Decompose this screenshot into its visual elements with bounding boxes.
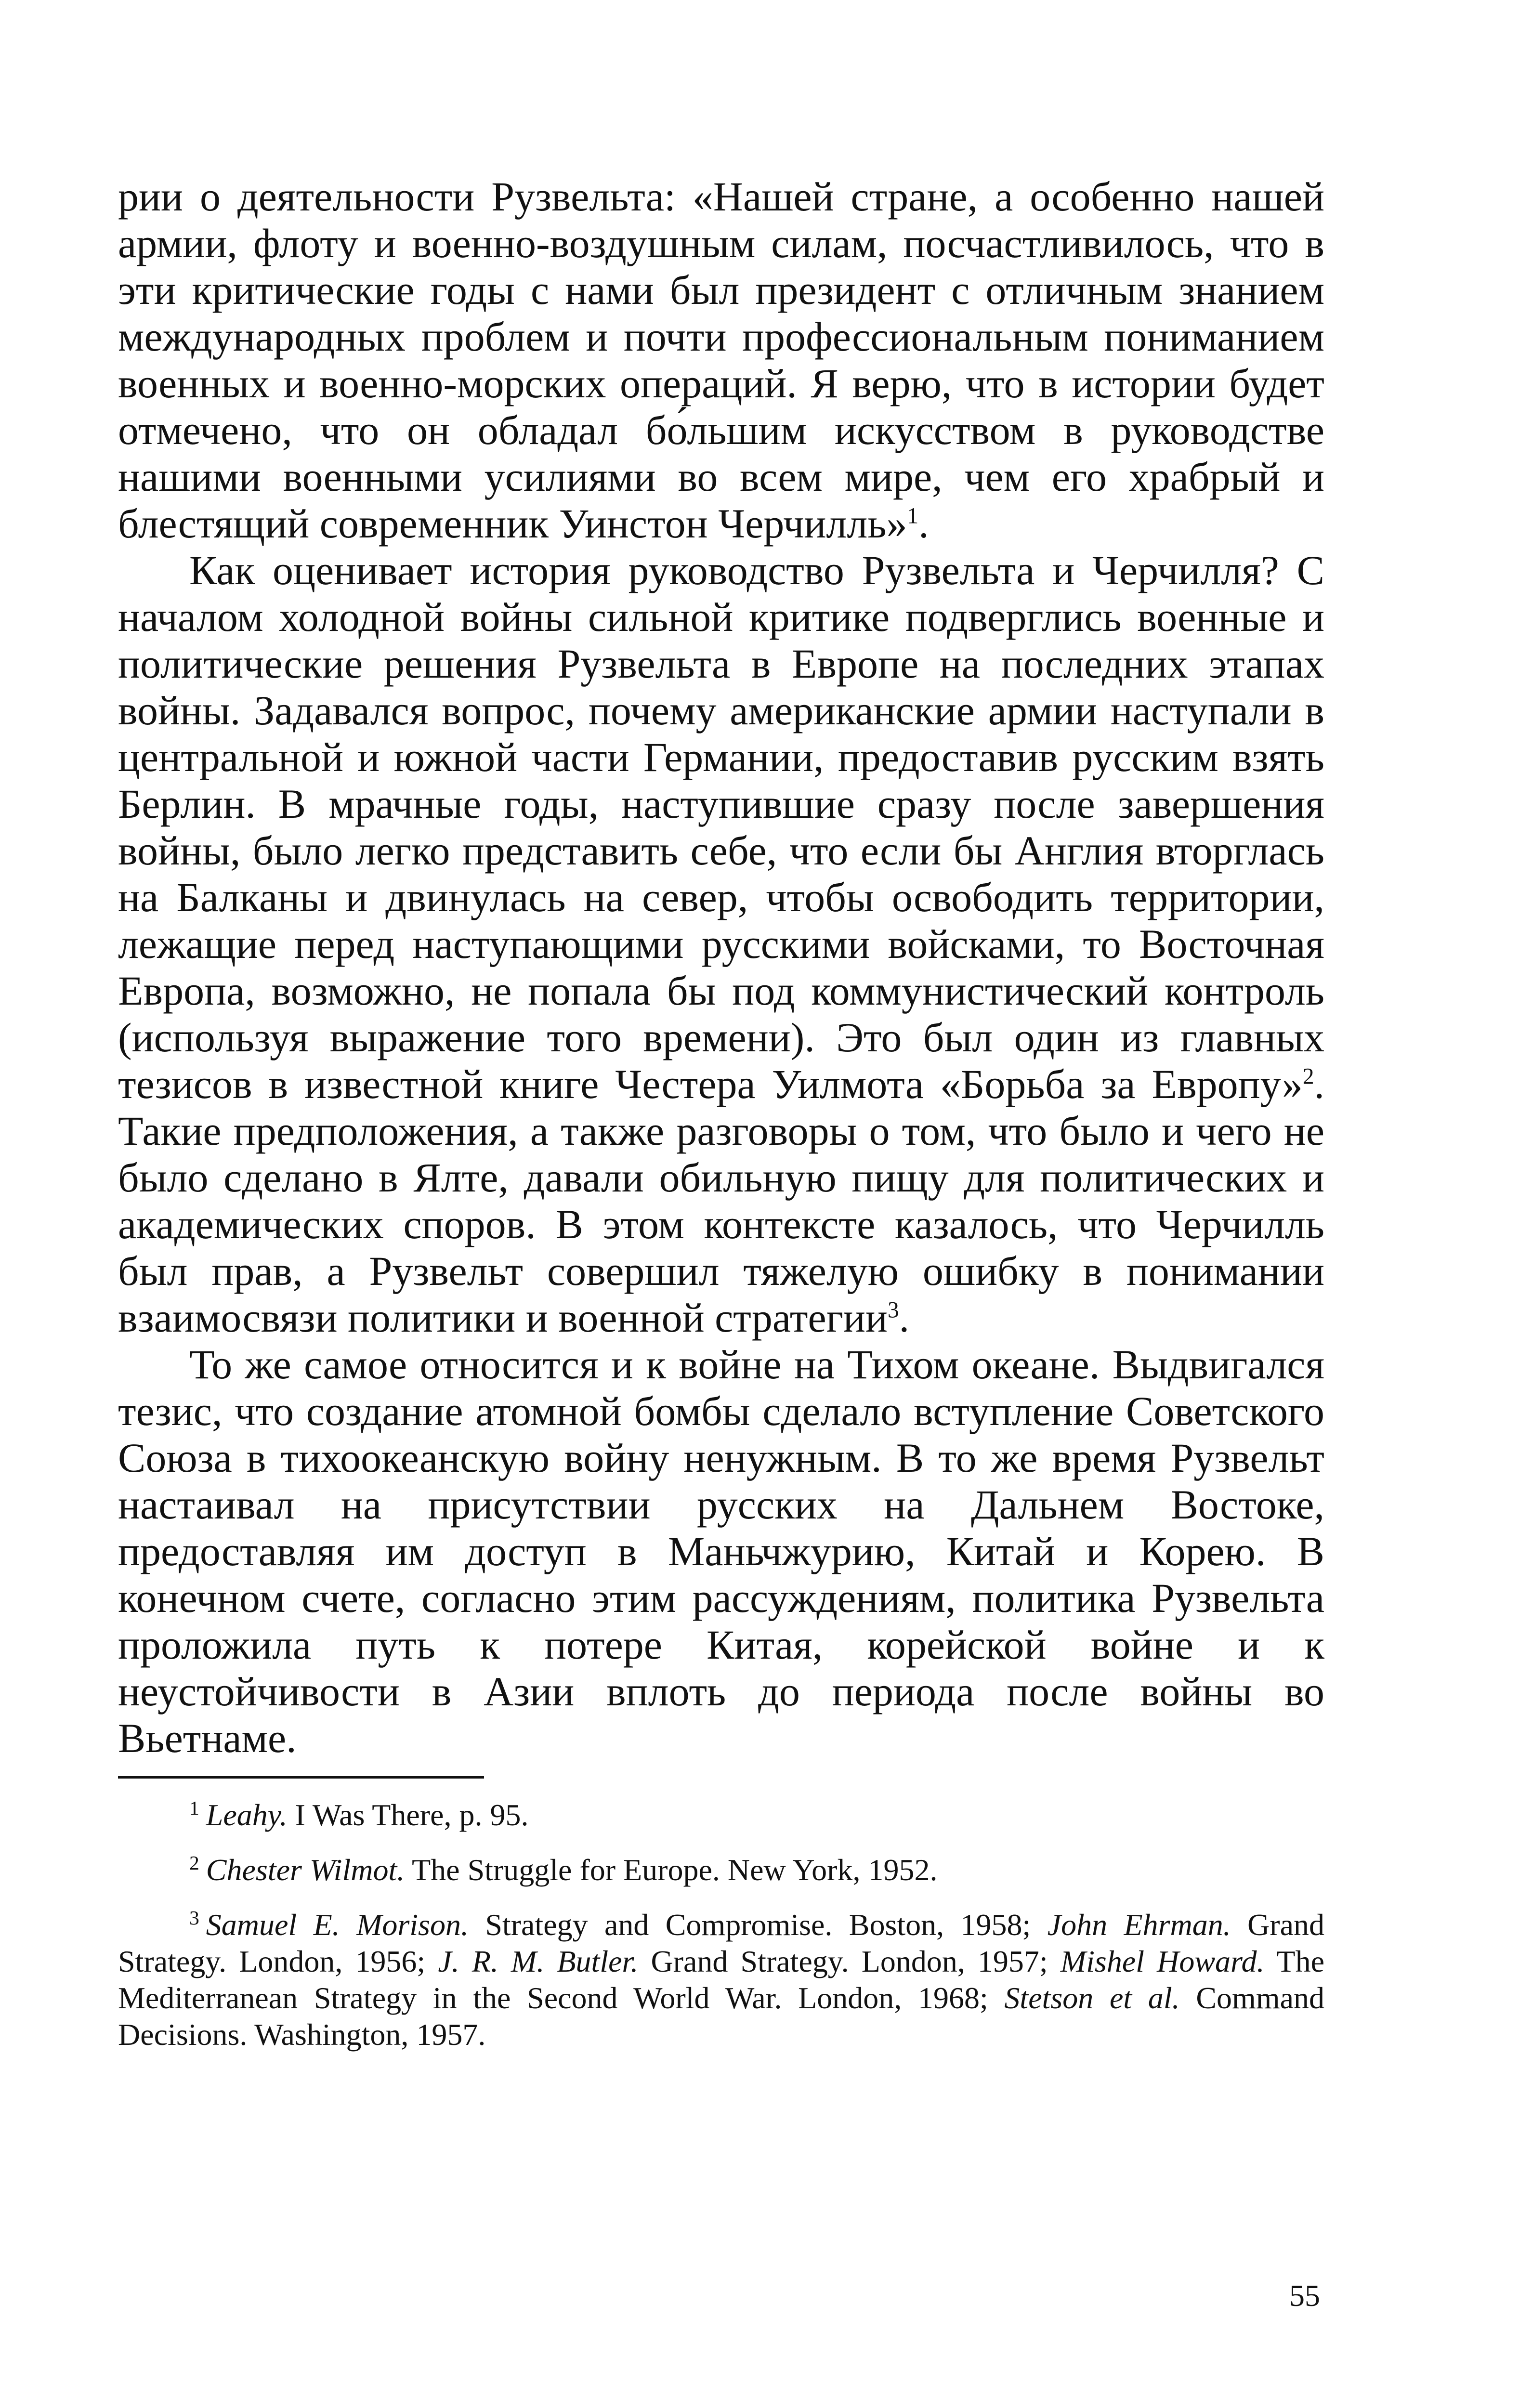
footnote-3-author-3: J. R. M. Butler. xyxy=(438,1944,639,1978)
footnote-1 xyxy=(118,1797,1324,1833)
footnote-1-text: I Was There, p. 95. xyxy=(287,1798,529,1832)
paragraph-3 xyxy=(118,1341,1324,1762)
footnote-3-author-4: Mishel Howard. xyxy=(1060,1944,1265,1978)
footnote-2-text: The Struggle for Europe. New York, 1952. xyxy=(405,1853,938,1887)
footnote-1-number: 1 xyxy=(189,1796,199,1819)
footnote-2 xyxy=(118,1852,1324,1888)
footnote-ref-2: 2 xyxy=(1302,1064,1314,1089)
paragraph-2-end: . xyxy=(899,1295,910,1341)
page-number: 55 xyxy=(1289,2278,1320,2313)
footnote-2-number: 2 xyxy=(189,1851,199,1874)
paragraph-1-text: рии о деятельности Рузвельта: «Нашей стране, а особенно нашей армии, флоту и военно-воздушным силам, посчастливилось, что в эти критические годы с нами был президент с отличным знанием международных проблем и почти профессиональным пониманием военных и военно-морских операций. Я верю, что в истории будет отмечено, что он обладал бо́льшим искусством в руководстве нашими военными усилиями во всем мире, чем его храбрый и блестящий современник Уинстон Черчилль» xyxy=(118,173,1324,547)
footnote-ref-1: 1 xyxy=(907,503,919,529)
paragraph-1-end: . xyxy=(918,500,929,547)
footnote-3-author-5: Stetson et al. xyxy=(1004,1981,1180,2015)
footnote-3-author-1: Samuel E. Morison. xyxy=(206,1908,469,1942)
footnote-3-text-5: Command Decisions. Washington, 1957. xyxy=(118,1981,1325,2052)
footnote-3-number: 3 xyxy=(189,1906,199,1929)
footnote-ref-3: 3 xyxy=(887,1297,899,1323)
footnote-2-author: Chester Wilmot. xyxy=(206,1853,405,1887)
footnote-3 xyxy=(118,1907,1324,2053)
paragraph-1 xyxy=(118,173,1324,547)
footnote-3-text-2: Grand Strategy. London, 1956; xyxy=(118,1908,1325,1978)
footnote-1-author: Leahy. xyxy=(206,1798,288,1832)
main-text xyxy=(118,173,1324,1762)
paragraph-2-text-b: . Такие предположения, а также разговоры о том, что было и чего не было сделано в Ялте, давали обильную пищу для политических и академических споров. В этом контексте казалось, что Черчилль был прав, а Рузвельт совершил тяжелую ошибку в понимании взаимосвязи политики и военной стратегии xyxy=(118,1061,1324,1341)
footnote-divider xyxy=(118,1776,484,1779)
footnote-3-text-4: The Mediterranean Strategy in the Second World War. London, 1968; xyxy=(118,1944,1325,2015)
footnote-3-text-1: Strategy and Compromise. Boston, 1958; xyxy=(468,1908,1048,1942)
book-page xyxy=(118,173,1324,2071)
paragraph-2 xyxy=(118,547,1324,1341)
footnote-3-text-3: Grand Strategy. London, 1957; xyxy=(638,1944,1061,1978)
paragraph-2-text-a: Как оценивает история руководство Рузвельта и Черчилля? С началом холодной войны сильной критике подверглись военные и политические решения Рузвельта в Европе на последних этапах войны. Задавался вопрос, почему американские армии наступали в центральной и южной части Германии, предоставив русским взять Берлин. В мрачные годы, наступившие сразу после завершения войны, было легко представить себе, что если бы Англия вторглась на Балканы и двинулась на север, чтобы освободить территории, лежащие перед наступающими русскими войсками, то Восточная Европа, возможно, не попала бы под коммунистический контроль (используя выражение того времени). Это был один из главных тезисов в известной книге Честера Уилмота «Борьба за Европу» xyxy=(118,547,1324,1107)
footnote-3-author-2: John Ehrman. xyxy=(1047,1908,1231,1942)
footnotes xyxy=(118,1797,1324,2053)
paragraph-3-text: То же самое относится и к войне на Тихом океане. Выдвигался тезис, что создание атомной бомбы сделало вступление Советского Союза в тихоокеанскую войну ненужным. В то же время Рузвельт настаивал на присутствии русских на Дальнем Востоке, предоставляя им доступ в Маньчжурию, Китай и Корею. В конечном счете, согласно этим рассуждениям, политика Рузвельта проложила путь к потере Китая, корейской войне и к неустойчивости в Азии вплоть до периода после войны во Вьетнаме. xyxy=(118,1341,1324,1761)
